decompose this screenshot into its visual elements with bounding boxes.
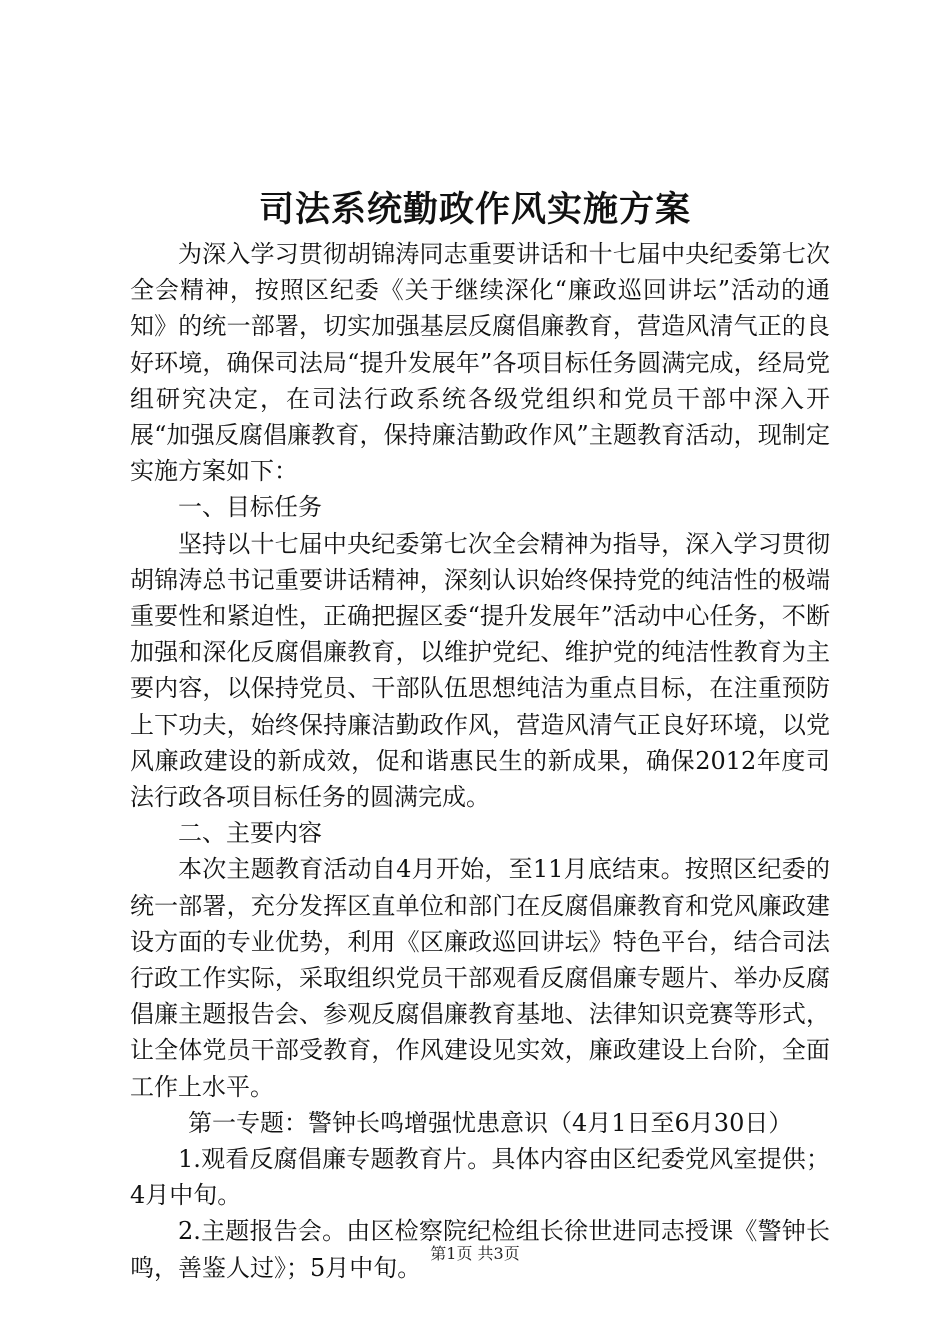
page-footer: 第1页 共3页: [430, 1244, 520, 1263]
topic-one-heading: 第一专题：警钟长鸣增强忧患意识（4月1日至6月30日）: [188, 1108, 793, 1137]
section-heading-goals: 一、目标任务: [178, 493, 322, 522]
goals-paragraph: 坚持以十七届中央纪委第七次全会精神为指导，深入学习贯彻胡锦涛总书记重要讲话精神，深刻认识始终保持党的纯洁性的极端重要性和紧迫性，正确把握区委“提升发展年”活动中心任务，不断加强和深化反腐倡廉教育，以维护党纪、维护党的纯洁性教育为主要内容，以保持党员、干部队伍思想纯洁为重点目标，在注重预防上下功夫，始终保持廉洁勤政作风，营造风清气正良好环境，以党风廉政建设的新成效，促和谐惠民生的新成果，确保2012年度司法行政各项目标任务的圆满完成。: [130, 529, 830, 812]
topic-item-1: 1.观看反腐倡廉专题教育片。具体内容由区纪委党风室提供；4月中旬。: [130, 1145, 830, 1210]
document-title: 司法系统勤政作风实施方案: [258, 189, 691, 230]
topic-item-2: 2.主题报告会。由区检察院纪检组长徐世进同志授课《警钟长鸣，善鉴人过》；5月中旬。: [130, 1217, 830, 1282]
intro-paragraph: 为深入学习贯彻胡锦涛同志重要讲话和十七届中央纪委第七次全会精神，按照区纪委《关于继续深化“廉政巡回讲坛”活动的通知》的统一部署，切实加强基层反腐倡廉教育，营造风清气正的良好环境，确保司法局“提升发展年”各项目标任务圆满完成，经局党组研究决定，在司法行政系统各级党组织和党员干部中深入开展“加强反腐倡廉教育，保持廉洁勤政作风”主题教育活动，现制定实施方案如下：: [130, 240, 830, 486]
document-body: [130, 236, 830, 1286]
content-paragraph: 本次主题教育活动自4月开始，至11月底结束。按照区纪委的统一部署，充分发挥区直单位和部门在反腐倡廉教育和党风廉政建设方面的专业优势，利用《区廉政巡回讲坛》特色平台，结合司法行政工作实际，采取组织党员干部观看反腐倡廉专题片、举办反腐倡廉主题报告会、参观反腐倡廉教育基地、法律知识竞赛等形式，让全体党员干部受教育，作风建设见实效，廉政建设上台阶，全面工作上水平。: [130, 855, 830, 1101]
section-heading-content: 二、主要内容: [178, 819, 322, 848]
